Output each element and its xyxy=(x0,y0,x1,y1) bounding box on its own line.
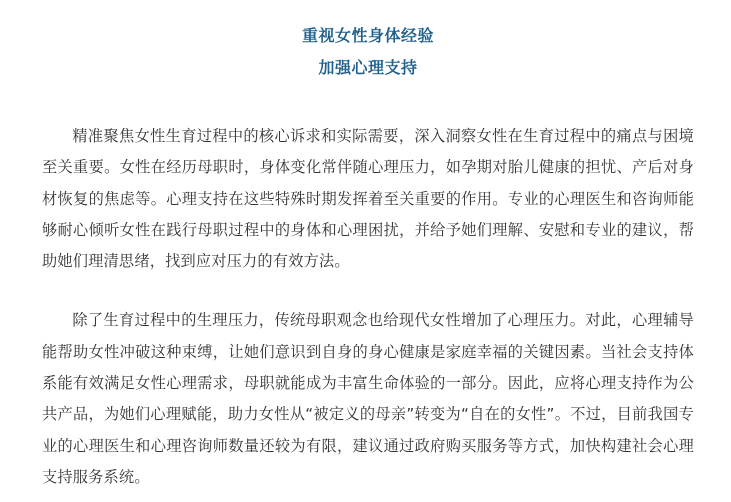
title-line-1: 重视女性身体经验 xyxy=(301,26,434,45)
article-body xyxy=(42,121,694,493)
paragraph-2: 除了生育过程中的生理压力，传统母职观念也给现代女性增加了心理压力。对此，心理辅导能帮助女性冲破这种束缚，让她们意识到自身的身心健康是家庭幸福的关键因素。当社会支持体系能有效满足女性心理需求，母职就能成为丰富生命体验的一部分。因此，应将心理支持作为公共产品，为她们心理赋能，助力女性从“被定义的母亲”转变为“自在的女性”。不过，目前我国专业的心理医生和心理咨询师数量还较为有限，建议通过政府购买服务等方式，加快构建社会心理支持服务系统。 xyxy=(42,311,694,486)
article-title xyxy=(42,24,694,80)
paragraph-1: 精准聚焦女性生育过程中的核心诉求和实际需要，深入洞察女性在生育过程中的痛点与困境至关重要。女性在经历母职时，身体变化常伴随心理压力，如孕期对胎儿健康的担忧、产后对身材恢复的焦虑等。心理支持在这些特殊时期发挥着至关重要的作用。专业的心理医生和咨询师能够耐心倾听女性在践行母职过程中的身体和心理困扰，并给予她们理解、安慰和专业的建议，帮助她们理清思绪，找到应对压力的有效方法。 xyxy=(42,127,694,271)
title-line-2: 加强心理支持 xyxy=(318,58,418,77)
article xyxy=(42,24,694,493)
